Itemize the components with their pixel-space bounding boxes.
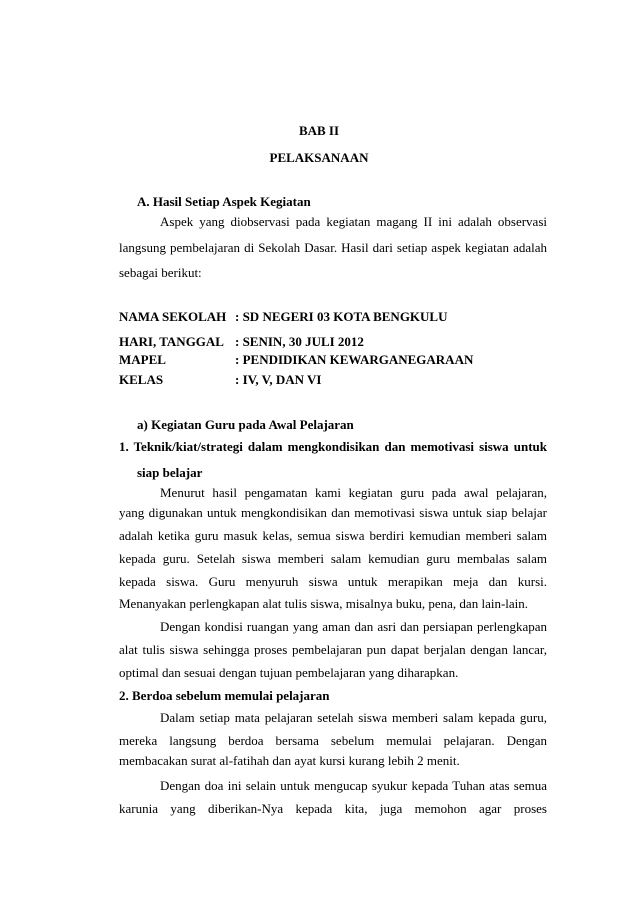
body-line: Aspek yang diobservasi pada kegiatan magang II ini adalah observasi <box>160 214 547 229</box>
section-a-heading: A. Hasil Setiap Aspek Kegiatan <box>137 194 311 209</box>
body-line: Menanyakan perlengkapan alat tulis siswa, misalnya buku, pena, dan lain-lain. <box>119 596 529 611</box>
body-line: optimal dan sesuai dengan tujuan pembelajaran yang diharapkan. <box>119 665 459 680</box>
info-value-school: : SD NEGERI 03 KOTA BENGKULU <box>235 309 448 324</box>
body-line: Dengan kondisi ruangan yang aman dan asri dan persiapan perlengkapan <box>160 619 547 634</box>
info-label-subject: MAPEL <box>119 352 166 367</box>
item2-heading: 2. Berdoa sebelum memulai pelajaran <box>119 688 330 703</box>
chapter-number: BAB II <box>298 123 340 138</box>
info-value-class: : IV, V, DAN VI <box>235 372 322 387</box>
body-line: membacakan surat al-fatihah dan ayat kursi kurang lebih 2 menit. <box>119 753 460 768</box>
body-line: kepada guru. Setelah siswa memberi salam kemudian guru membalas salam <box>119 551 547 566</box>
subsection-a-heading: a) Kegiatan Guru pada Awal Pelajaran <box>137 417 354 432</box>
body-line: mereka langsung berdoa bersama sebelum memulai pelajaran. Dengan <box>119 733 547 748</box>
body-line: karunia yang diberikan-Nya kepada kita, juga memohon agar proses <box>119 801 547 816</box>
item1-heading-line1: 1. Teknik/kiat/strategi dalam mengkondisikan dan memotivasi siswa untuk <box>119 439 547 454</box>
info-label-school: NAMA SEKOLAH <box>119 309 227 324</box>
info-label-class: KELAS <box>119 372 164 387</box>
body-line: kepada siswa. Guru menyuruh siswa untuk merapikan meja dan kursi. <box>119 574 547 589</box>
body-line: langsung pembelajaran di Sekolah Dasar. Hasil dari setiap aspek kegiatan adalah <box>119 240 547 255</box>
body-line: Dalam setiap mata pelajaran setelah siswa memberi salam kepada guru, <box>160 710 547 725</box>
info-value-subject: : PENDIDIKAN KEWARGANEGARAAN <box>235 352 474 367</box>
body-line: alat tulis siswa sehingga proses pembelajaran pun dapat berjalan dengan lancar, <box>119 642 547 657</box>
item1-heading-line2: siap belajar <box>137 465 203 480</box>
info-label-date: HARI, TANGGAL <box>119 334 224 349</box>
body-line: Menurut hasil pengamatan kami kegiatan guru pada awal pelajaran, <box>160 485 547 500</box>
body-line: adalah ketika guru masuk kelas, semua siswa berdiri kemudian memberi salam <box>119 528 547 543</box>
info-value-date: : SENIN, 30 JULI 2012 <box>235 334 364 349</box>
body-line: yang digunakan untuk mengkondisikan dan memotivasi siswa untuk siap belajar <box>119 505 547 520</box>
body-line: sebagai berikut: <box>119 265 202 280</box>
body-line: Dengan doa ini selain untuk mengucap syukur kepada Tuhan atas semua <box>160 778 547 793</box>
chapter-title: PELAKSANAAN <box>269 150 369 165</box>
